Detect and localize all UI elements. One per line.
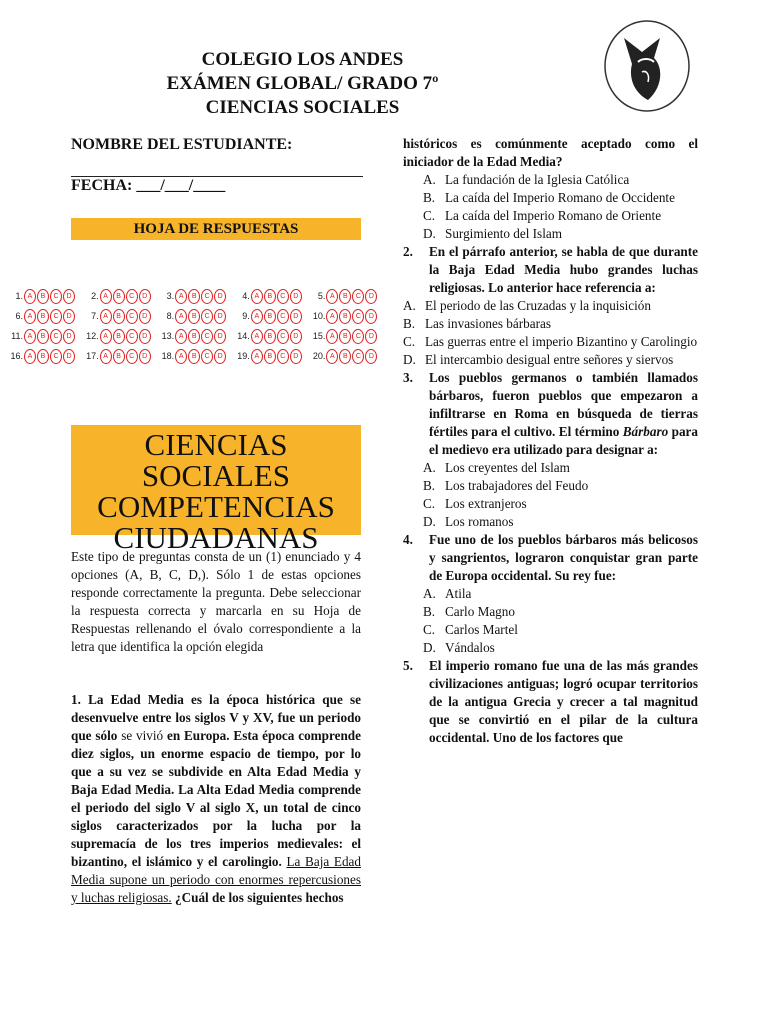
q3-text-italic: Bárbaro xyxy=(622,424,669,439)
answer-bubble[interactable]: A xyxy=(100,289,112,304)
answer-number: 14. xyxy=(237,331,250,341)
option-letter: A. xyxy=(423,460,436,475)
answer-bubble[interactable]: D xyxy=(290,309,302,324)
answer-item xyxy=(6,349,82,364)
option-letter: A. xyxy=(403,298,416,313)
answer-bubble[interactable]: B xyxy=(339,309,351,324)
answer-bubble[interactable]: C xyxy=(352,349,364,364)
answer-number: 16. xyxy=(10,351,23,361)
answer-bubble[interactable]: D xyxy=(63,329,75,344)
answer-bubble[interactable]: B xyxy=(264,309,276,324)
answer-bubble[interactable]: D xyxy=(63,309,75,324)
answer-bubble[interactable]: A xyxy=(251,289,263,304)
answer-grid-row xyxy=(6,286,384,306)
answer-bubble[interactable]: D xyxy=(365,309,377,324)
q3-options xyxy=(403,459,698,531)
option-letter: C. xyxy=(423,208,436,223)
q4-options xyxy=(403,585,698,657)
option-letter: D. xyxy=(423,640,436,655)
option-text: La caída del Imperio Romano de Occidente xyxy=(445,190,675,205)
answer-grid-row xyxy=(6,346,384,366)
answer-bubble[interactable]: C xyxy=(201,289,213,304)
option-letter: B. xyxy=(423,604,436,619)
answer-bubble[interactable]: D xyxy=(214,349,226,364)
answer-option xyxy=(403,315,698,333)
answer-bubble[interactable]: C xyxy=(277,349,289,364)
q3-text-b: para el medievo era utilizado para designar a: xyxy=(429,424,698,457)
answer-number: 3. xyxy=(166,291,175,301)
answer-bubble[interactable]: D xyxy=(214,309,226,324)
answer-bubble[interactable]: B xyxy=(37,329,49,344)
answer-bubble[interactable]: C xyxy=(277,309,289,324)
answer-item xyxy=(157,309,233,324)
answer-bubble[interactable]: C xyxy=(126,289,138,304)
answer-grid xyxy=(6,286,384,370)
answer-number: 4. xyxy=(242,291,250,301)
answer-number: 5. xyxy=(317,291,326,301)
answer-bubble[interactable]: D xyxy=(63,289,75,304)
q1-continuation: históricos es comúnmente aceptado como el iniciador de la Edad Media? xyxy=(403,136,698,169)
option-letter: B. xyxy=(423,478,436,493)
answer-bubble[interactable]: B xyxy=(188,349,200,364)
answer-number: 15. xyxy=(312,331,326,341)
option-text: El periodo de las Cruzadas y la inquisición xyxy=(425,298,651,313)
answer-item xyxy=(82,289,158,304)
answer-number: 18. xyxy=(161,351,175,361)
answer-option xyxy=(403,297,698,315)
answer-item xyxy=(157,289,233,304)
answer-number: 6. xyxy=(15,311,23,321)
q2-options xyxy=(403,297,698,369)
q2-text: En el párrafo anterior, se habla de que durante la Baja Edad Media hubo grandes luchas religiosas. Lo anterior hace referencia a: xyxy=(429,244,698,295)
option-letter: B. xyxy=(423,190,436,205)
answer-bubble[interactable]: C xyxy=(352,309,364,324)
answer-option xyxy=(423,639,698,657)
answer-bubble[interactable]: A xyxy=(175,329,187,344)
option-text: Los extranjeros xyxy=(445,496,527,511)
school-name: COLEGIO LOS ANDES xyxy=(201,49,404,70)
answer-item xyxy=(82,309,158,324)
banner-line-1: CIENCIAS SOCIALES xyxy=(141,427,291,493)
answer-bubble[interactable]: B xyxy=(37,349,49,364)
answer-bubble[interactable]: C xyxy=(50,309,62,324)
q1-text-b: se vivió xyxy=(121,728,164,743)
answer-bubble[interactable]: A xyxy=(24,349,36,364)
question-4 xyxy=(403,531,698,585)
answer-bubble[interactable]: A xyxy=(100,309,112,324)
answer-option xyxy=(423,477,698,495)
answer-number: 8. xyxy=(166,311,175,321)
answer-bubble[interactable]: A xyxy=(251,349,263,364)
answer-bubble[interactable]: C xyxy=(277,329,289,344)
answer-bubble[interactable]: A xyxy=(251,329,263,344)
question-2 xyxy=(403,243,698,297)
answer-bubble[interactable]: A xyxy=(175,309,187,324)
answer-bubble[interactable]: A xyxy=(175,289,187,304)
answer-bubble[interactable]: D xyxy=(365,349,377,364)
answer-bubble[interactable]: B xyxy=(113,309,125,324)
school-logo-icon xyxy=(602,18,692,114)
q3-text-a: Los pueblos germanos o también llamados bárbaros, fueron pueblos que empezaron a infiltrarse en Roma en búsqueda de tierras fértiles para el cultivo. El término xyxy=(429,370,698,439)
answer-item xyxy=(157,349,233,364)
answer-number: 20. xyxy=(312,351,326,361)
answer-item xyxy=(308,289,384,304)
answer-option xyxy=(423,495,698,513)
answer-option xyxy=(423,189,698,207)
question-1 xyxy=(71,691,361,907)
answer-bubble[interactable]: D xyxy=(365,329,377,344)
answer-bubble[interactable]: B xyxy=(339,349,351,364)
option-text: Las guerras entre el imperio Bizantino y Carolingio xyxy=(425,334,698,349)
answer-option xyxy=(423,225,698,243)
option-text: Los creyentes del Islam xyxy=(445,460,570,475)
answer-bubble[interactable]: B xyxy=(37,289,49,304)
q1-text-a: 1. La Edad Media es la época histórica que se desenvuelve entre los siglos V y XV, fue un periodo que sólo xyxy=(71,692,361,743)
answer-bubble[interactable]: B xyxy=(264,349,276,364)
banner-line-3: CIUDADANAS xyxy=(113,520,319,555)
option-text: Vándalos xyxy=(445,640,495,655)
answer-bubble[interactable]: A xyxy=(24,309,36,324)
answer-bubble[interactable]: B xyxy=(264,329,276,344)
answer-bubble[interactable]: B xyxy=(113,329,125,344)
answer-grid-row xyxy=(6,306,384,326)
q5-number: 5. xyxy=(403,658,413,673)
answer-bubble[interactable]: B xyxy=(264,289,276,304)
q4-number: 4. xyxy=(403,532,413,547)
q1-underlined: La Baja Edad Media supone un periodo con enormes repercusiones y luchas religiosas. xyxy=(71,854,362,905)
answer-bubble[interactable]: D xyxy=(365,289,377,304)
banner-line-2: COMPETENCIAS xyxy=(97,489,335,524)
answer-bubble[interactable]: C xyxy=(126,309,138,324)
answer-item xyxy=(233,349,309,364)
answer-bubble[interactable]: C xyxy=(126,329,138,344)
answer-bubble[interactable]: B xyxy=(188,309,200,324)
answer-bubble[interactable]: A xyxy=(24,289,36,304)
q5-text: El imperio romano fue una de las más grandes civilizaciones antiguas; logró ocupar territorios de la antigua Grecia y crecer a tal magnitud que se convirtió en el pilar de la cultura occidental. Uno de los factores que xyxy=(429,658,698,745)
answer-number: 10. xyxy=(312,311,326,321)
answer-option xyxy=(403,333,698,351)
answer-sheet-title: HOJA DE RESPUESTAS xyxy=(71,218,361,240)
answer-item xyxy=(6,289,82,304)
q4-text: Fue uno de los pueblos bárbaros más belicosos y sangrientos, lograron conquistar gran parte de Europa occidental. Su rey fue: xyxy=(429,532,698,583)
answer-option xyxy=(423,459,698,477)
q1-options xyxy=(403,171,698,243)
answer-option xyxy=(403,351,698,369)
answer-bubble[interactable]: D xyxy=(290,329,302,344)
option-letter: B. xyxy=(403,316,416,331)
answer-bubble[interactable]: A xyxy=(326,309,338,324)
answer-item xyxy=(6,309,82,324)
answer-bubble[interactable]: C xyxy=(277,289,289,304)
answer-option xyxy=(423,207,698,225)
answer-bubble[interactable]: A xyxy=(251,309,263,324)
q3-number: 3. xyxy=(403,370,413,385)
option-letter: A. xyxy=(423,586,436,601)
option-letter: A. xyxy=(423,172,436,187)
answer-item xyxy=(233,329,309,344)
option-text: Los trabajadores del Feudo xyxy=(445,478,589,493)
answer-bubble[interactable]: C xyxy=(50,329,62,344)
answer-number: 19. xyxy=(237,351,250,361)
option-letter: C. xyxy=(403,334,416,349)
answer-bubble[interactable]: A xyxy=(24,329,36,344)
answer-bubble[interactable]: A xyxy=(100,349,112,364)
answer-bubble[interactable]: C xyxy=(50,349,62,364)
answer-number: 2. xyxy=(91,291,99,301)
q2-number: 2. xyxy=(403,244,413,259)
answer-item xyxy=(308,309,384,324)
option-text: La fundación de la Iglesia Católica xyxy=(445,172,630,187)
answer-item xyxy=(308,349,384,364)
answer-bubble[interactable]: D xyxy=(63,349,75,364)
section-banner xyxy=(71,425,361,555)
answer-bubble[interactable]: D xyxy=(214,329,226,344)
answer-number: 7. xyxy=(91,311,99,321)
option-text: El intercambio desigual entre señores y siervos xyxy=(425,352,674,367)
option-text: La caída del Imperio Romano de Oriente xyxy=(445,208,662,223)
option-letter: D. xyxy=(403,352,416,367)
answer-number: 1. xyxy=(15,291,23,301)
answer-item xyxy=(233,309,309,324)
answer-bubble[interactable]: B xyxy=(339,289,351,304)
option-letter: D. xyxy=(423,226,436,241)
answer-option xyxy=(423,513,698,531)
answer-bubble[interactable]: A xyxy=(175,349,187,364)
answer-bubble[interactable]: C xyxy=(352,289,364,304)
option-text: Los romanos xyxy=(445,514,514,529)
answer-bubble[interactable]: B xyxy=(188,329,200,344)
answer-grid-row xyxy=(6,326,384,346)
option-letter: C. xyxy=(423,622,436,637)
question-5 xyxy=(403,657,698,747)
exam-title: EXÁMEN GLOBAL/ GRADO 7º xyxy=(166,73,439,94)
answer-bubble[interactable]: B xyxy=(37,309,49,324)
answer-bubble[interactable]: D xyxy=(139,309,151,324)
q1-text-d: ¿Cuál de los siguientes hechos xyxy=(171,890,344,905)
answer-item xyxy=(82,349,158,364)
q1-text-c: en Europa. Esta época comprende diez siglos, un enorme espacio de tiempo, por lo que a su vez se subdivide en Alta Edad Media y Baja Edad Media. La Alta Edad Media comprende el periodo del siglo V al siglo X, un total de cinco siglos caracterizados por la lucha por la supremacía de los tres imperios medievales: el bizantino, el islámico y el carolingio. xyxy=(71,728,361,869)
answer-bubble[interactable]: A xyxy=(326,349,338,364)
option-text: Surgimiento del Islam xyxy=(445,226,562,241)
option-text: Atila xyxy=(445,586,472,601)
answer-bubble[interactable]: C xyxy=(50,289,62,304)
answer-bubble[interactable]: D xyxy=(139,329,151,344)
answer-bubble[interactable]: C xyxy=(201,329,213,344)
answer-bubble[interactable]: C xyxy=(126,349,138,364)
answer-bubble[interactable]: A xyxy=(326,289,338,304)
answer-bubble[interactable]: C xyxy=(352,329,364,344)
answer-bubble[interactable]: B xyxy=(339,329,351,344)
answer-item xyxy=(308,329,384,344)
answer-option xyxy=(423,171,698,189)
answer-bubble[interactable]: A xyxy=(100,329,112,344)
answer-bubble[interactable]: D xyxy=(290,349,302,364)
option-letter: D. xyxy=(423,514,436,529)
instructions-text: Este tipo de preguntas consta de un (1) enunciado y 4 opciones (A, B, C, D,). Sólo 1 de estas opciones responde correctamente la pregunta. Debe seleccionar la respuesta correcta y marcarla en su Hoja de Respuestas rellenando el óvalo correspondiente a la letra que identifica la opción elegida xyxy=(71,549,361,654)
answer-number: 12. xyxy=(86,331,99,341)
right-column xyxy=(403,135,698,747)
answer-bubble[interactable]: B xyxy=(113,349,125,364)
answer-bubble[interactable]: D xyxy=(139,349,151,364)
answer-number: 9. xyxy=(242,311,250,321)
option-text: Las invasiones bárbaras xyxy=(425,316,551,331)
answer-number: 11. xyxy=(11,331,23,341)
answer-bubble[interactable]: B xyxy=(188,289,200,304)
question-3 xyxy=(403,369,698,459)
answer-option xyxy=(423,621,698,639)
answer-number: 17. xyxy=(86,351,99,361)
date-label: FECHA: ___/___/____ xyxy=(71,177,226,194)
option-letter: C. xyxy=(423,496,436,511)
answer-option xyxy=(423,585,698,603)
answer-bubble[interactable]: D xyxy=(139,289,151,304)
option-text: Carlo Magno xyxy=(445,604,515,619)
student-name-label: NOMBRE DEL ESTUDIANTE: xyxy=(71,136,293,153)
answer-option xyxy=(423,603,698,621)
option-text: Carlos Martel xyxy=(445,622,518,637)
answer-bubble[interactable]: D xyxy=(290,289,302,304)
answer-bubble[interactable]: D xyxy=(214,289,226,304)
answer-item xyxy=(233,289,309,304)
answer-bubble[interactable]: C xyxy=(201,349,213,364)
answer-number: 13. xyxy=(161,331,175,341)
answer-item xyxy=(82,329,158,344)
answer-item xyxy=(157,329,233,344)
answer-item xyxy=(6,329,82,344)
subject-title: CIENCIAS SOCIALES xyxy=(205,97,400,118)
answer-bubble[interactable]: B xyxy=(113,289,125,304)
answer-bubble[interactable]: A xyxy=(326,329,338,344)
answer-bubble[interactable]: C xyxy=(201,309,213,324)
